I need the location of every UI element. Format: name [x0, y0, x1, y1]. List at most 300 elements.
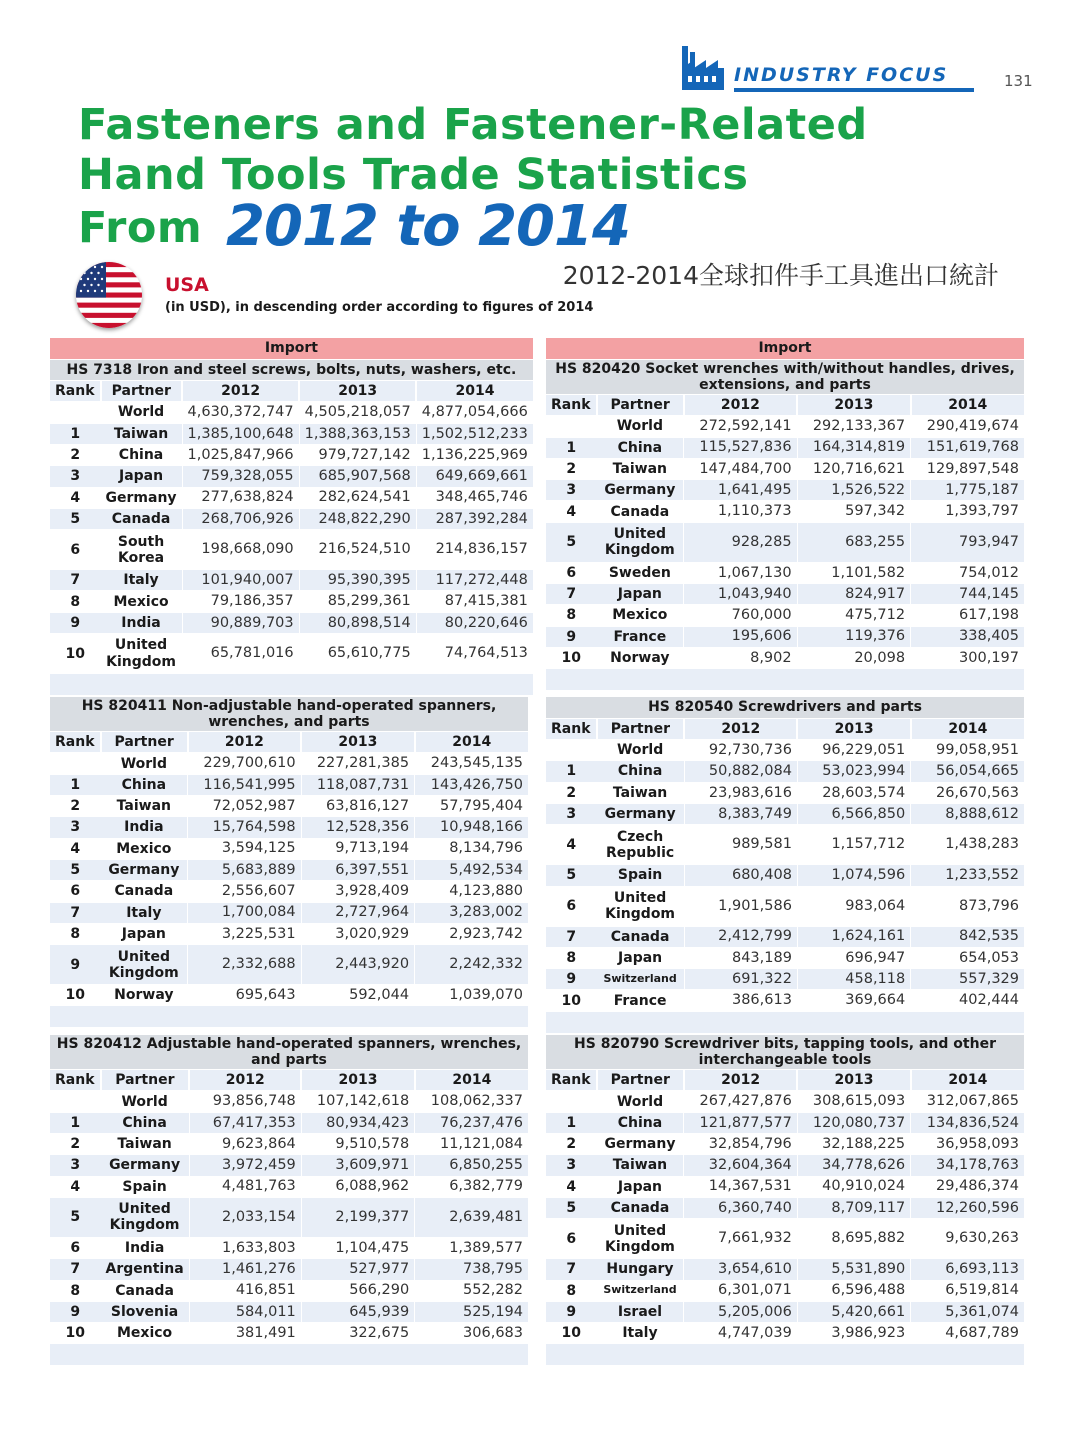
rank-cell: 7: [546, 1259, 597, 1280]
table-title: HS 820411 Non-adjustable hand-operated spanners, wrenches, and parts: [50, 697, 528, 732]
rank-cell: 3: [546, 803, 597, 824]
value-2012-cell: 50,882,084: [684, 761, 797, 782]
value-2014-cell: 8,888,612: [911, 803, 1024, 824]
table-row: [50, 591, 533, 612]
value-2012-cell: 989,581: [684, 825, 797, 865]
rank-cell: 4: [546, 501, 597, 522]
value-2012-cell: 272,592,141: [684, 416, 797, 437]
table-row: [546, 782, 1024, 803]
value-2012-cell: 1,633,803: [189, 1237, 301, 1258]
value-2014-cell: 243,545,135: [415, 753, 528, 774]
value-2014-cell: 129,897,548: [911, 458, 1024, 479]
table-row: [50, 923, 528, 944]
usa-flag-icon: [76, 262, 142, 328]
value-2013-cell: 1,388,363,153: [299, 423, 416, 444]
partner-cell: Spain: [597, 865, 685, 886]
value-2013-cell: 3,609,971: [301, 1155, 414, 1176]
table-row: [50, 1323, 528, 1344]
table-row: [50, 881, 528, 902]
partner-cell: Canada: [101, 1280, 190, 1301]
factory-icon: [680, 46, 726, 92]
table-row: [546, 1155, 1024, 1176]
value-2014-cell: 9,630,263: [911, 1219, 1024, 1259]
table-row: [50, 985, 528, 1006]
value-2012-cell: 5,205,006: [684, 1301, 797, 1322]
partner-cell: Germany: [597, 1134, 684, 1155]
value-2014-cell: 117,272,448: [416, 570, 533, 591]
table-row: [50, 1197, 528, 1237]
rank-cell: [546, 1091, 597, 1112]
value-2014-cell: 754,012: [911, 562, 1024, 583]
partner-cell: Taiwan: [597, 458, 684, 479]
rank-cell: 7: [546, 584, 597, 605]
value-2012-cell: 8,902: [684, 647, 797, 668]
value-2013-cell: 979,727,142: [299, 444, 416, 465]
column-header-2014: 2014: [911, 1070, 1024, 1091]
table-row: [50, 612, 533, 633]
value-2013-cell: 6,566,850: [797, 803, 910, 824]
rank-cell: 10: [50, 985, 101, 1006]
value-2012-cell: 2,332,688: [188, 945, 301, 985]
column-header-2013: 2013: [797, 394, 910, 415]
column-header-row: [546, 1070, 1024, 1091]
value-2014-cell: 34,178,763: [911, 1155, 1024, 1176]
partner-cell: World: [597, 1091, 684, 1112]
partner-cell: Israel: [597, 1301, 684, 1322]
partner-cell: Taiwan: [597, 782, 685, 803]
value-2014-cell: 36,958,093: [911, 1134, 1024, 1155]
column-header-partner: Partner: [101, 732, 188, 753]
value-2012-cell: 90,889,703: [182, 612, 299, 633]
value-2014-cell: 793,947: [911, 522, 1024, 562]
value-2012-cell: 3,225,531: [188, 923, 301, 944]
value-2012-cell: 15,764,598: [188, 817, 301, 838]
rank-cell: 5: [50, 859, 101, 880]
value-2013-cell: 1,526,522: [797, 480, 910, 501]
partner-cell: Mexico: [101, 1323, 190, 1344]
value-2012-cell: 4,481,763: [189, 1176, 301, 1197]
table-row: [546, 990, 1024, 1011]
value-2012-cell: 6,360,740: [684, 1197, 797, 1218]
value-2014-cell: 76,237,476: [415, 1112, 528, 1133]
column-header-2013: 2013: [301, 732, 414, 753]
value-2013-cell: 34,778,626: [797, 1155, 910, 1176]
table-row: [50, 838, 528, 859]
value-2014-cell: 1,393,797: [911, 501, 1024, 522]
value-2014-cell: 306,683: [415, 1323, 528, 1344]
partner-cell: China: [597, 437, 684, 458]
rank-cell: 10: [50, 634, 101, 674]
value-2012-cell: 1,641,495: [684, 480, 797, 501]
rank-cell: 4: [546, 1176, 597, 1197]
table-row: [50, 1176, 528, 1197]
value-2013-cell: 20,098: [797, 647, 910, 668]
rank-cell: [50, 753, 101, 774]
table-row: [546, 865, 1024, 886]
value-2012-cell: 267,427,876: [684, 1091, 797, 1112]
table-row: [546, 1197, 1024, 1218]
value-2013-cell: 369,664: [797, 990, 910, 1011]
partner-cell: Norway: [101, 985, 188, 1006]
value-2012-cell: 32,854,796: [684, 1134, 797, 1155]
table-row: [50, 945, 528, 985]
value-2014-cell: 12,260,596: [911, 1197, 1024, 1218]
partner-cell: Italy: [597, 1323, 684, 1344]
value-2013-cell: 85,299,361: [299, 591, 416, 612]
table-row: [50, 817, 528, 838]
value-2013-cell: 292,133,367: [797, 416, 910, 437]
value-2014-cell: 6,850,255: [415, 1155, 528, 1176]
column-header-partner: Partner: [597, 718, 685, 739]
rank-cell: 4: [546, 825, 597, 865]
value-2013-cell: 65,610,775: [299, 634, 416, 674]
table-title: HS 820540 Screwdrivers and parts: [546, 697, 1024, 718]
table-row: [546, 501, 1024, 522]
column-header-2014: 2014: [415, 1070, 528, 1091]
partner-cell: Taiwan: [101, 1134, 190, 1155]
value-2013-cell: 6,088,962: [301, 1176, 414, 1197]
value-2012-cell: 23,983,616: [684, 782, 797, 803]
value-2013-cell: 1,101,582: [797, 562, 910, 583]
column-header-partner: Partner: [597, 394, 684, 415]
rank-cell: [50, 1091, 101, 1112]
value-2014-cell: 842,535: [911, 926, 1024, 947]
value-2014-cell: 87,415,381: [416, 591, 533, 612]
table-title: HS 820412 Adjustable hand-operated spanners, wrenches, and parts: [50, 1035, 528, 1070]
table-row: [50, 466, 533, 487]
value-2014-cell: 11,121,084: [415, 1134, 528, 1155]
value-2014-cell: 1,233,552: [911, 865, 1024, 886]
rank-cell: 1: [546, 1112, 597, 1133]
column-header-rank: Rank: [50, 1070, 101, 1091]
partner-cell: China: [101, 444, 183, 465]
rank-cell: 1: [546, 437, 597, 458]
value-2012-cell: 3,972,459: [189, 1155, 301, 1176]
value-2013-cell: 216,524,510: [299, 530, 416, 570]
value-2013-cell: 824,917: [797, 584, 910, 605]
table-row: [50, 796, 528, 817]
column-header-rank: Rank: [50, 381, 101, 402]
trade-table: [50, 1035, 528, 1366]
value-2013-cell: 164,314,819: [797, 437, 910, 458]
value-2014-cell: 80,220,646: [416, 612, 533, 633]
value-2013-cell: 2,443,920: [301, 945, 414, 985]
table-row: [50, 859, 528, 880]
partner-cell: United Kingdom: [101, 634, 183, 674]
partner-cell: Japan: [101, 923, 188, 944]
partner-cell: Canada: [597, 501, 684, 522]
value-2014-cell: 6,382,779: [415, 1176, 528, 1197]
value-2013-cell: 1,624,161: [797, 926, 910, 947]
partner-cell: India: [101, 817, 188, 838]
partner-cell: Japan: [101, 466, 183, 487]
rank-cell: 4: [50, 487, 101, 508]
partner-cell: India: [101, 612, 183, 633]
value-2014-cell: 57,795,404: [415, 796, 528, 817]
rank-cell: 6: [546, 562, 597, 583]
value-2012-cell: 1,461,276: [189, 1259, 301, 1280]
trade-table: [546, 1035, 1024, 1366]
table-row: [50, 1091, 528, 1112]
value-2014-cell: 402,444: [911, 990, 1024, 1011]
rank-cell: 2: [546, 458, 597, 479]
value-2014-cell: 4,687,789: [911, 1323, 1024, 1344]
partner-cell: Germany: [101, 859, 188, 880]
rank-cell: 3: [50, 1155, 101, 1176]
column-header-2014: 2014: [416, 381, 533, 402]
partner-cell: Germany: [597, 803, 685, 824]
partner-cell: Norway: [597, 647, 684, 668]
table-footer-band: [50, 1344, 528, 1366]
table-footer-band: [546, 1011, 1024, 1033]
rank-cell: 9: [50, 612, 101, 633]
value-2013-cell: 1,157,712: [797, 825, 910, 865]
value-2013-cell: 9,713,194: [301, 838, 414, 859]
rank-cell: 2: [50, 796, 101, 817]
rank-cell: 8: [50, 1280, 101, 1301]
value-2012-cell: 386,613: [684, 990, 797, 1011]
value-2012-cell: 680,408: [684, 865, 797, 886]
value-2013-cell: 527,977: [301, 1259, 414, 1280]
value-2013-cell: 9,510,578: [301, 1134, 414, 1155]
value-2014-cell: 1,389,577: [415, 1237, 528, 1258]
value-2013-cell: 119,376: [797, 626, 910, 647]
value-2012-cell: 3,654,610: [684, 1259, 797, 1280]
value-2012-cell: 198,668,090: [182, 530, 299, 570]
rank-cell: 8: [546, 1280, 597, 1301]
partner-cell: France: [597, 990, 685, 1011]
value-2014-cell: 99,058,951: [911, 740, 1024, 761]
column-header-2012: 2012: [684, 394, 797, 415]
value-2014-cell: 557,329: [911, 969, 1024, 990]
value-2012-cell: 7,661,932: [684, 1219, 797, 1259]
value-2013-cell: 28,603,574: [797, 782, 910, 803]
value-2012-cell: 9,623,864: [189, 1134, 301, 1155]
rank-cell: 2: [546, 1134, 597, 1155]
page-number: 131: [1004, 72, 1033, 90]
table-row: [50, 1259, 528, 1280]
value-2012-cell: 691,322: [684, 969, 797, 990]
table-row: [546, 969, 1024, 990]
table-row: [50, 530, 533, 570]
value-2013-cell: 645,939: [301, 1301, 414, 1322]
title-chinese: 2012-2014全球扣件手工具進出口統計: [562, 261, 999, 290]
value-2013-cell: 566,290: [301, 1280, 414, 1301]
value-2013-cell: 80,934,423: [301, 1112, 414, 1133]
value-2012-cell: 147,484,700: [684, 458, 797, 479]
partner-cell: Taiwan: [101, 423, 183, 444]
value-2014-cell: 5,361,074: [911, 1301, 1024, 1322]
value-2014-cell: 4,877,054,666: [416, 402, 533, 423]
value-2013-cell: 683,255: [797, 522, 910, 562]
rank-cell: 8: [50, 923, 101, 944]
partner-cell: Hungary: [597, 1259, 684, 1280]
column-header-partner: Partner: [597, 1070, 684, 1091]
table-row: [546, 1219, 1024, 1259]
partner-cell: Mexico: [597, 605, 684, 626]
value-2014-cell: 1,136,225,969: [416, 444, 533, 465]
rank-cell: 6: [546, 1219, 597, 1259]
value-2014-cell: 74,764,513: [416, 634, 533, 674]
rank-cell: 6: [50, 1237, 101, 1258]
value-2014-cell: 1,438,283: [911, 825, 1024, 865]
rank-cell: 7: [546, 926, 597, 947]
value-2012-cell: 2,412,799: [684, 926, 797, 947]
rank-cell: 2: [546, 782, 597, 803]
column-header-2013: 2013: [797, 718, 910, 739]
column-header-rank: Rank: [546, 1070, 597, 1091]
value-2012-cell: 584,011: [189, 1301, 301, 1322]
value-2014-cell: 134,836,524: [911, 1112, 1024, 1133]
value-2012-cell: 1,043,940: [684, 584, 797, 605]
value-2012-cell: 928,285: [684, 522, 797, 562]
value-2012-cell: 277,638,824: [182, 487, 299, 508]
rank-cell: 8: [546, 605, 597, 626]
rank-cell: 4: [50, 1176, 101, 1197]
value-2014-cell: 552,282: [415, 1280, 528, 1301]
column-header-partner: Partner: [101, 1070, 190, 1091]
column-header-2014: 2014: [911, 394, 1024, 415]
value-2012-cell: 229,700,610: [188, 753, 301, 774]
value-2013-cell: 696,947: [797, 947, 910, 968]
table-row: [50, 1237, 528, 1258]
value-2014-cell: 348,465,746: [416, 487, 533, 508]
value-2012-cell: 268,706,926: [182, 508, 299, 529]
table-banner: Import: [546, 338, 1024, 359]
table-row: [546, 562, 1024, 583]
value-2012-cell: 14,367,531: [684, 1176, 797, 1197]
partner-cell: China: [101, 1112, 190, 1133]
value-2012-cell: 92,730,736: [684, 740, 797, 761]
table-banner: Import: [50, 338, 533, 359]
column-header-2012: 2012: [684, 718, 797, 739]
value-2014-cell: 2,242,332: [415, 945, 528, 985]
value-2014-cell: 3,283,002: [415, 902, 528, 923]
rank-cell: 6: [50, 530, 101, 570]
value-2014-cell: 151,619,768: [911, 437, 1024, 458]
rank-cell: 10: [50, 1323, 101, 1344]
rank-cell: 6: [546, 886, 597, 926]
table-row: [546, 1112, 1024, 1133]
partner-cell: Canada: [597, 1197, 684, 1218]
partner-cell: Czech Republic: [597, 825, 685, 865]
value-2014-cell: 654,053: [911, 947, 1024, 968]
table-row: [50, 402, 533, 423]
column-header-partner: Partner: [101, 381, 183, 402]
value-2012-cell: 1,901,586: [684, 886, 797, 926]
value-2014-cell: 26,670,563: [911, 782, 1024, 803]
value-2012-cell: 101,940,007: [182, 570, 299, 591]
value-2014-cell: 2,639,481: [415, 1197, 528, 1237]
table-footer-band: [546, 1344, 1024, 1366]
partner-cell: Canada: [597, 926, 685, 947]
value-2012-cell: 2,556,607: [188, 881, 301, 902]
table-row: [546, 416, 1024, 437]
partner-cell: China: [101, 774, 188, 795]
value-2013-cell: 227,281,385: [301, 753, 414, 774]
trade-table: [50, 338, 533, 696]
column-header-2014: 2014: [415, 732, 528, 753]
table-row: [546, 761, 1024, 782]
value-2012-cell: 1,385,100,648: [182, 423, 299, 444]
value-2013-cell: 458,118: [797, 969, 910, 990]
country-subtitle: (in USD), in descending order according to figures of 2014: [165, 300, 594, 315]
rank-cell: 9: [50, 945, 101, 985]
value-2013-cell: 685,907,568: [299, 466, 416, 487]
value-2014-cell: 108,062,337: [415, 1091, 528, 1112]
table-footer-band: [546, 669, 1024, 691]
value-2012-cell: 759,328,055: [182, 466, 299, 487]
table-row: [546, 926, 1024, 947]
table-row: [546, 458, 1024, 479]
table-row: [546, 825, 1024, 865]
value-2014-cell: 873,796: [911, 886, 1024, 926]
value-2013-cell: 983,064: [797, 886, 910, 926]
partner-cell: United Kingdom: [597, 522, 684, 562]
trade-table: [50, 697, 528, 1028]
value-2013-cell: 282,624,541: [299, 487, 416, 508]
column-header-2013: 2013: [299, 381, 416, 402]
value-2012-cell: 381,491: [189, 1323, 301, 1344]
rank-cell: 10: [546, 990, 597, 1011]
title-line-2: Hand Tools Trade Statistics: [78, 150, 749, 200]
value-2014-cell: 143,426,750: [415, 774, 528, 795]
table-row: [546, 803, 1024, 824]
value-2013-cell: 40,910,024: [797, 1176, 910, 1197]
rank-cell: 9: [546, 626, 597, 647]
value-2012-cell: 8,383,749: [684, 803, 797, 824]
value-2012-cell: 843,189: [684, 947, 797, 968]
value-2012-cell: 79,186,357: [182, 591, 299, 612]
rank-cell: 10: [546, 647, 597, 668]
rank-cell: 1: [546, 761, 597, 782]
value-2013-cell: 592,044: [301, 985, 414, 1006]
rank-cell: 6: [50, 881, 101, 902]
rank-cell: [546, 416, 597, 437]
partner-cell: China: [597, 1112, 684, 1133]
table-row: [546, 1280, 1024, 1301]
table-row: [50, 423, 533, 444]
value-2013-cell: 8,709,117: [797, 1197, 910, 1218]
value-2013-cell: 8,695,882: [797, 1219, 910, 1259]
column-header-row: [50, 1070, 528, 1091]
value-2012-cell: 115,527,836: [684, 437, 797, 458]
value-2012-cell: 2,033,154: [189, 1197, 301, 1237]
column-header-2012: 2012: [188, 732, 301, 753]
value-2014-cell: 290,419,674: [911, 416, 1024, 437]
rank-cell: 7: [50, 902, 101, 923]
value-2012-cell: 93,856,748: [189, 1091, 301, 1112]
title-years: 2012 to 2014: [226, 194, 630, 259]
table-row: [546, 1301, 1024, 1322]
rank-cell: 10: [546, 1323, 597, 1344]
value-2014-cell: 287,392,284: [416, 508, 533, 529]
table-row: [546, 522, 1024, 562]
value-2012-cell: 4,630,372,747: [182, 402, 299, 423]
title-line-3-prefix: From: [78, 203, 203, 253]
partner-cell: Germany: [597, 480, 684, 501]
partner-cell: Taiwan: [597, 1155, 684, 1176]
rank-cell: 2: [50, 1134, 101, 1155]
table-footer-band: [50, 1006, 528, 1028]
value-2012-cell: 195,606: [684, 626, 797, 647]
brand-label: INDUSTRY FOCUS: [734, 64, 949, 86]
table-row: [546, 480, 1024, 501]
rank-cell: 3: [50, 817, 101, 838]
partner-cell: World: [101, 753, 188, 774]
value-2012-cell: 3,594,125: [188, 838, 301, 859]
column-header-2012: 2012: [189, 1070, 301, 1091]
